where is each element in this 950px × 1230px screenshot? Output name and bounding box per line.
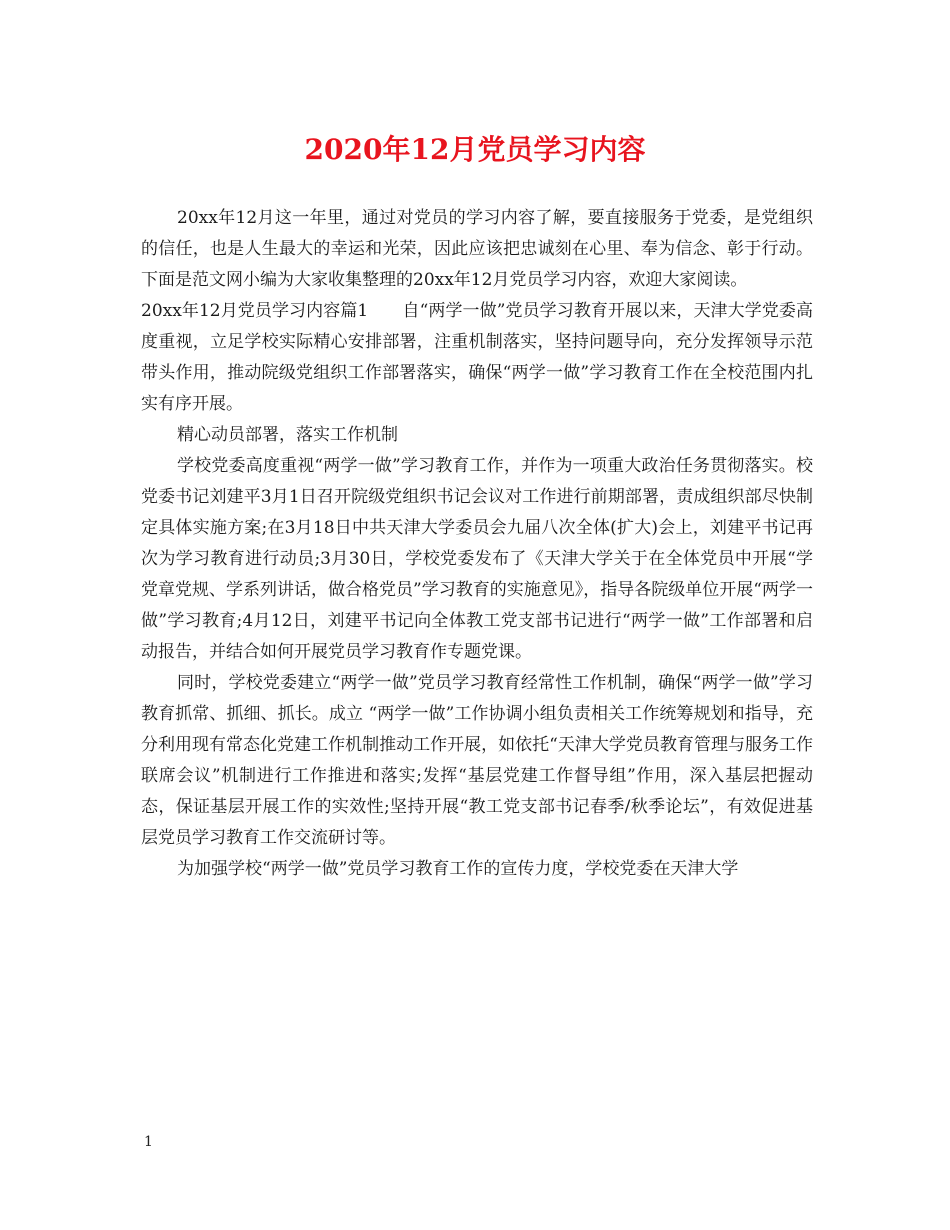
- paragraph-publicity: 为加强学校“两学一做”党员学习教育工作的宣传力度，学校党委在天津大学: [177, 859, 739, 879]
- page-number: 1: [144, 1134, 153, 1150]
- paragraph-subheading: 精心动员部署，落实工作机制: [177, 425, 398, 445]
- paragraph-mechanism: 同时，学校党委建立“两学一做”党员学习教育经常性工作机制，确保“两学一做”学习教育抓常、抓细、抓长。成立 “两学一做”工作协调小组负责相关工作统筹规划和指导，充分利用现有常态化党建工作机制推动工作开展，如依托“天津大学党员教育管理与服务工作联席会议”机制进行工作推进和落实;发挥“基层党建工作督导组”作用，深入基层把握动态，保证基层开展工作的实效性;坚持开展“教工党支部书记春季/秋季论坛”，有效促进基层党员学习教育工作交流研讨等。: [141, 673, 813, 848]
- document-body: [141, 203, 813, 885]
- paragraph-section-1: 20xx年12月党员学习内容篇1 自“两学一做”党员学习教育开展以来，天津大学党委高度重视，立足学校实际精心安排部署，注重机制落实，坚持问题导向，充分发挥领导示范带头作用，推动院级党组织工作部署落实，确保“两学一做”学习教育工作在全校范围内扎实有序开展。: [141, 301, 813, 414]
- paragraph-mobilization: 学校党委高度重视“两学一做”学习教育工作，并作为一项重大政治任务贯彻落实。校党委书记刘建平3月1日召开院级党组织书记会议对工作进行前期部署，责成组织部尽快制定具体实施方案;在3月18日中共天津大学委员会九届八次全体(扩大)会上，刘建平书记再次为学习教育进行动员;3月30日，学校党委发布了《天津大学关于在全体党员中开展“学党章党规、学系列讲话，做合格党员”学习教育的实施意见》，指导各院级单位开展“两学一做”学习教育;4月12日，刘建平书记向全体教工党支部书记进行“两学一做”工作部署和启动报告，并结合如何开展党员学习教育作专题党课。: [141, 456, 813, 662]
- document-title: 2020年12月党员学习内容: [304, 133, 646, 166]
- paragraph-intro: 20xx年12月这一年里，通过对党员的学习内容了解，要直接服务于党委，是党组织的信任，也是人生最大的幸运和光荣，因此应该把忠诚刻在心里、奉为信念、彰于行动。下面是范文网小编为大家收集整理的20xx年12月党员学习内容，欢迎大家阅读。: [141, 208, 813, 290]
